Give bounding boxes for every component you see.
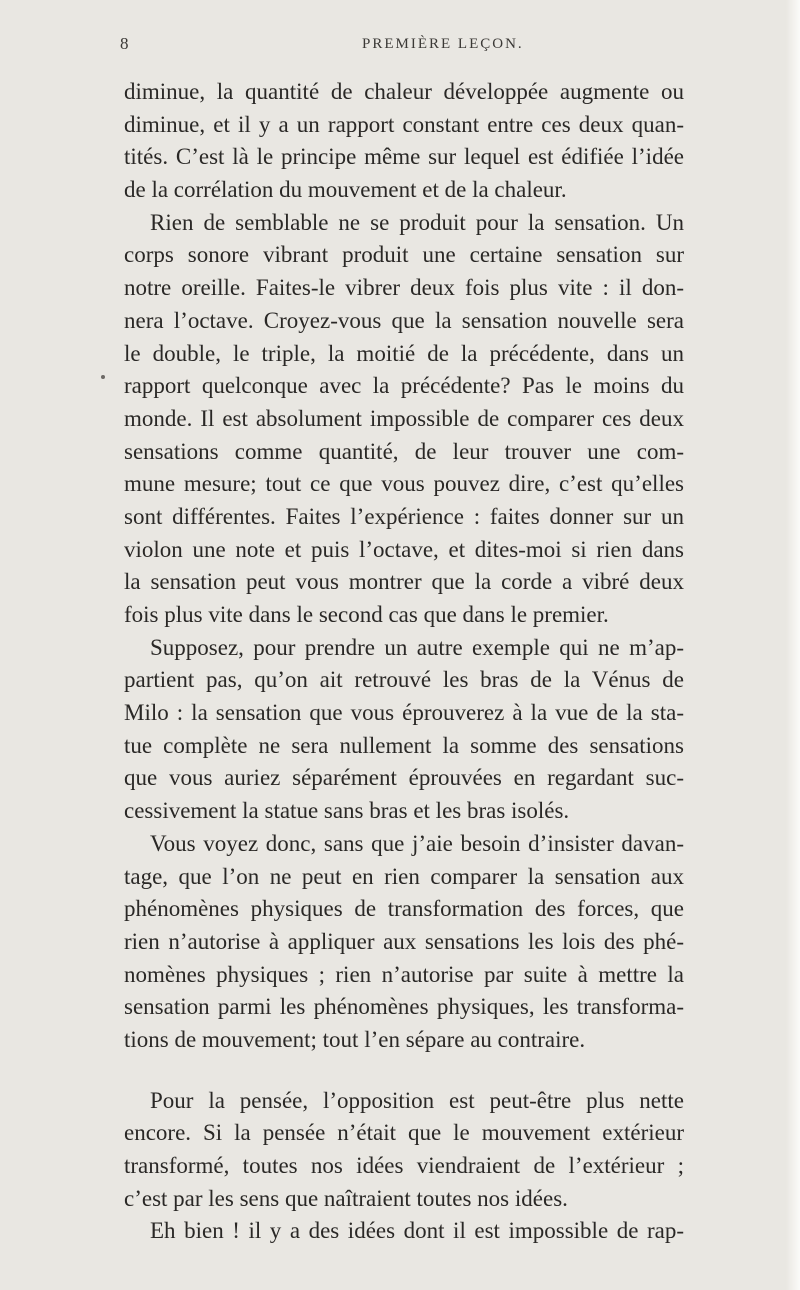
text-line: tions de mouvement; tout l’en sépare au contraire.: [124, 1026, 586, 1052]
text-line: diminue, la quantité de chaleur développée augmente ou: [124, 79, 684, 104]
running-title: PREMIÈRE LEÇON.: [362, 36, 524, 52]
text-line: que vous auriez séparément éprouvées en regardant suc-: [124, 765, 684, 791]
text-line: c’est par les sens que naîtraient toutes nos idées.: [124, 1185, 568, 1211]
text-line: violon une note et puis l’octave, et dites-moi si rien dans: [124, 536, 684, 562]
running-head: [0, 34, 800, 58]
text-line: la sensation peut vous montrer que la corde a vibré deux: [124, 569, 684, 595]
text-line: notre oreille. Faites-le vibrer deux fois plus vite : il don-: [124, 275, 684, 301]
text-line: Supposez, pour prendre un autre exemple qui ne m’ap-: [150, 634, 684, 660]
text-line: tage, que l’on ne peut en rien comparer la sensation aux: [124, 863, 684, 889]
text-line: partient pas, qu’on ait retrouvé les bras de la Vénus de: [124, 667, 684, 693]
margin-mark: [101, 375, 105, 379]
text-line: cessivement la statue sans bras et les bras isolés.: [124, 798, 570, 824]
paragraph-gap: [124, 1057, 684, 1085]
text-line: transformé, toutes nos idées viendraient de l’extérieur ;: [124, 1153, 684, 1178]
text-line: Milo : la sensation que vous éprouverez à la vue de la sta-: [124, 700, 684, 726]
text-line: Rien de semblable ne se produit pour la sensation. Un: [150, 209, 684, 235]
text-line: tue complète ne sera nullement la somme des sensations: [124, 732, 684, 758]
text-line: nomènes physiques ; rien n’autorise par suite à mettre la: [124, 961, 684, 987]
text-line: nera l’octave. Croyez-vous que la sensation nouvelle sera: [124, 307, 684, 333]
page-edge: [786, 0, 800, 1290]
text-line: monde. Il est absolument impossible de comparer ces deux: [124, 405, 684, 431]
text-line: tités. C’est là le principe même sur lequel est édifiée l’idée: [124, 144, 684, 170]
text-line: rien n’autorise à appliquer aux sensations les lois des phé-: [124, 928, 684, 954]
text-line: Vous voyez donc, sans que j’aie besoin d’insister davan-: [150, 830, 684, 856]
text-line: le double, le triple, la moitié de la précédente, dans un: [124, 340, 684, 366]
text-line: sensations comme quantité, de leur trouver une com-: [124, 438, 684, 464]
text-line: encore. Si la pensée n’était que le mouvement extérieur: [124, 1120, 684, 1146]
text-line: fois plus vite dans le second cas que dans le premier.: [124, 602, 609, 627]
text-line: corps sonore vibrant produit une certaine sensation sur: [124, 242, 684, 268]
page-number: 8: [120, 34, 130, 53]
text-line: phénomènes physiques de transformation des forces, que: [124, 896, 684, 922]
text-line: sont différentes. Faites l’expérience : faites donner sur un: [124, 503, 684, 529]
text-line: de la corrélation du mouvement et de la chaleur.: [124, 177, 567, 203]
body-text: [124, 76, 684, 1248]
text-line: Eh bien ! il y a des idées dont il est impossible de rap-: [150, 1218, 684, 1244]
text-line: sensation parmi les phénomènes physiques, les transforma-: [124, 994, 684, 1020]
text-line: rapport quelconque avec la précédente? Pas le moins du: [124, 373, 684, 399]
text-line: mune mesure; tout ce que vous pouvez dire, c’est qu’elles: [124, 471, 684, 497]
text-line: diminue, et il y a un rapport constant entre ces deux quan-: [124, 111, 684, 137]
text-line: Pour la pensée, l’opposition est peut-être plus nette: [150, 1087, 684, 1113]
